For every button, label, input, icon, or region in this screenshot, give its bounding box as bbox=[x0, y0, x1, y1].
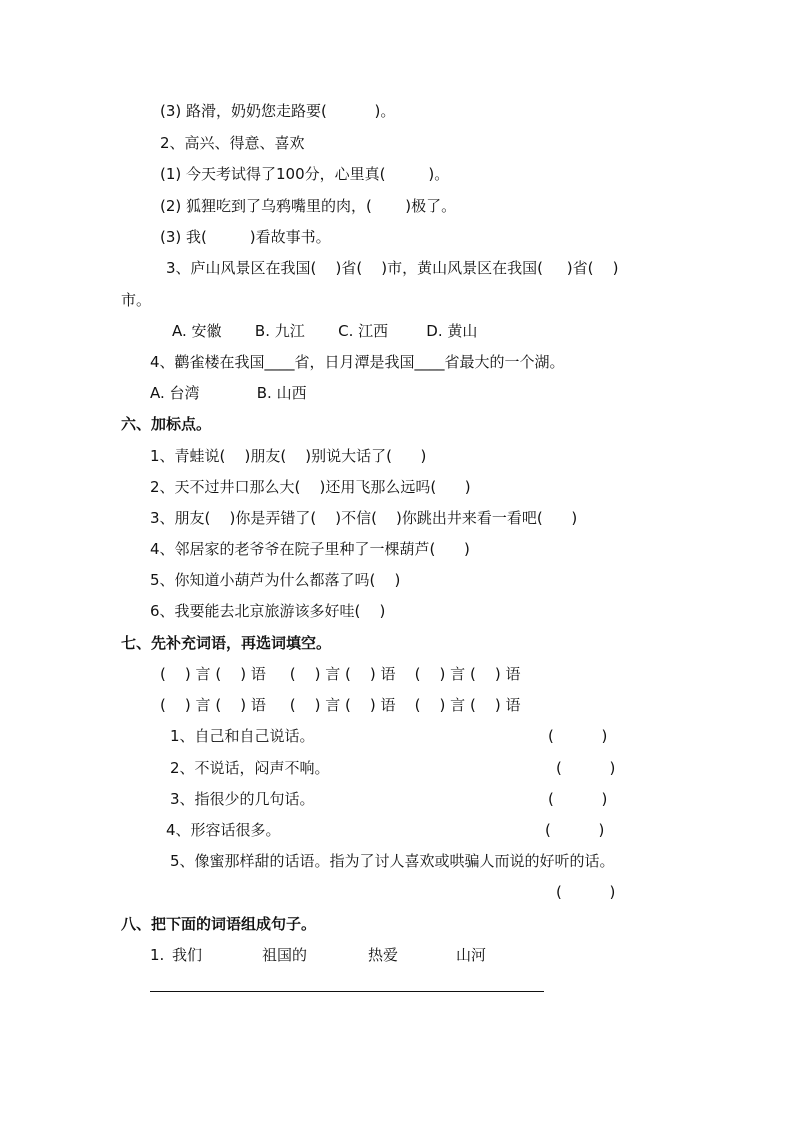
section-6-item: 3、朋友( )你是弄错了( )不信( )你跳出井来看一看吧( ) bbox=[150, 509, 578, 527]
word-card: 祖国的 bbox=[262, 946, 308, 964]
section-7-item-answer-bracket: ( ) bbox=[556, 759, 616, 777]
section-7-item-text: 1、自己和自己说话。 bbox=[170, 727, 315, 745]
question-5-2-1: (1) 今天考试得了100分，心里真( )。 bbox=[160, 165, 450, 183]
section-8-heading: 八、把下面的词语组成句子。 bbox=[121, 915, 317, 933]
question-5-4-options: A. 台湾 B. 山西 bbox=[150, 384, 307, 402]
idiom-blank-row-1: ( ) 言 ( ) 语 ( ) 言 ( ) 语 ( ) 言 ( ) 语 bbox=[160, 665, 521, 683]
answer-line bbox=[150, 991, 544, 992]
section-6-item: 4、邻居家的老爷爷在院子里种了一棵葫芦( ) bbox=[150, 540, 470, 558]
section-7-heading: 七、先补充词语，再选词填空。 bbox=[121, 634, 332, 652]
section-7-item-text: 5、像蜜那样甜的话语。指为了讨人喜欢或哄骗人而说的好听的话。 bbox=[170, 852, 615, 870]
question-5-1-3: (3) 路滑，奶奶您走路要( )。 bbox=[160, 102, 396, 120]
idiom-blank-row-2: ( ) 言 ( ) 语 ( ) 言 ( ) 语 ( ) 言 ( ) 语 bbox=[160, 696, 521, 714]
word-card: 我们 bbox=[172, 946, 203, 964]
word-card: 山河 bbox=[456, 946, 487, 964]
question-5-2-title: 2、高兴、得意、喜欢 bbox=[160, 134, 305, 152]
section-7-item-answer-bracket: ( ) bbox=[548, 727, 608, 745]
question-5-4: 4、鹳雀楼在我国____省，日月潭是我国____省最大的一个湖。 bbox=[150, 353, 565, 371]
word-card: 热爱 bbox=[368, 946, 399, 964]
question-5-3-line1: 3、庐山风景区在我国( )省( )市，黄山风景区在我国( )省( ) bbox=[166, 259, 619, 277]
question-5-3-options: A. 安徽 B. 九江 C. 江西 D. 黄山 bbox=[172, 322, 478, 340]
question-5-2-3: (3) 我( )看故事书。 bbox=[160, 228, 331, 246]
section-6-item: 1、青蛙说( )朋友( )别说大话了( ) bbox=[150, 447, 427, 465]
section-7-item-answer-bracket: ( ) bbox=[545, 821, 605, 839]
section-7-item-text: 2、不说话，闷声不响。 bbox=[170, 759, 330, 777]
section-6-item: 2、天不过井口那么大( )还用飞那么远吗( ) bbox=[150, 478, 471, 496]
section-6-item: 6、我要能去北京旅游该多好哇( ) bbox=[150, 602, 386, 620]
section-6-heading: 六、加标点。 bbox=[121, 415, 212, 433]
question-5-2-2: (2) 狐狸吃到了乌鸦嘴里的肉，( )极了。 bbox=[160, 197, 457, 215]
question-5-3-line2: 市。 bbox=[121, 291, 152, 309]
section-7-item-answer-bracket: ( ) bbox=[548, 790, 608, 808]
section-7-item-text: 4、形容话很多。 bbox=[166, 821, 281, 839]
section-8-q1-number: 1. bbox=[150, 946, 170, 964]
section-6-item: 5、你知道小葫芦为什么都落了吗( ) bbox=[150, 571, 401, 589]
section-7-item-text: 3、指很少的几句话。 bbox=[170, 790, 315, 808]
section-7-item-answer-bracket: ( ) bbox=[556, 883, 616, 901]
